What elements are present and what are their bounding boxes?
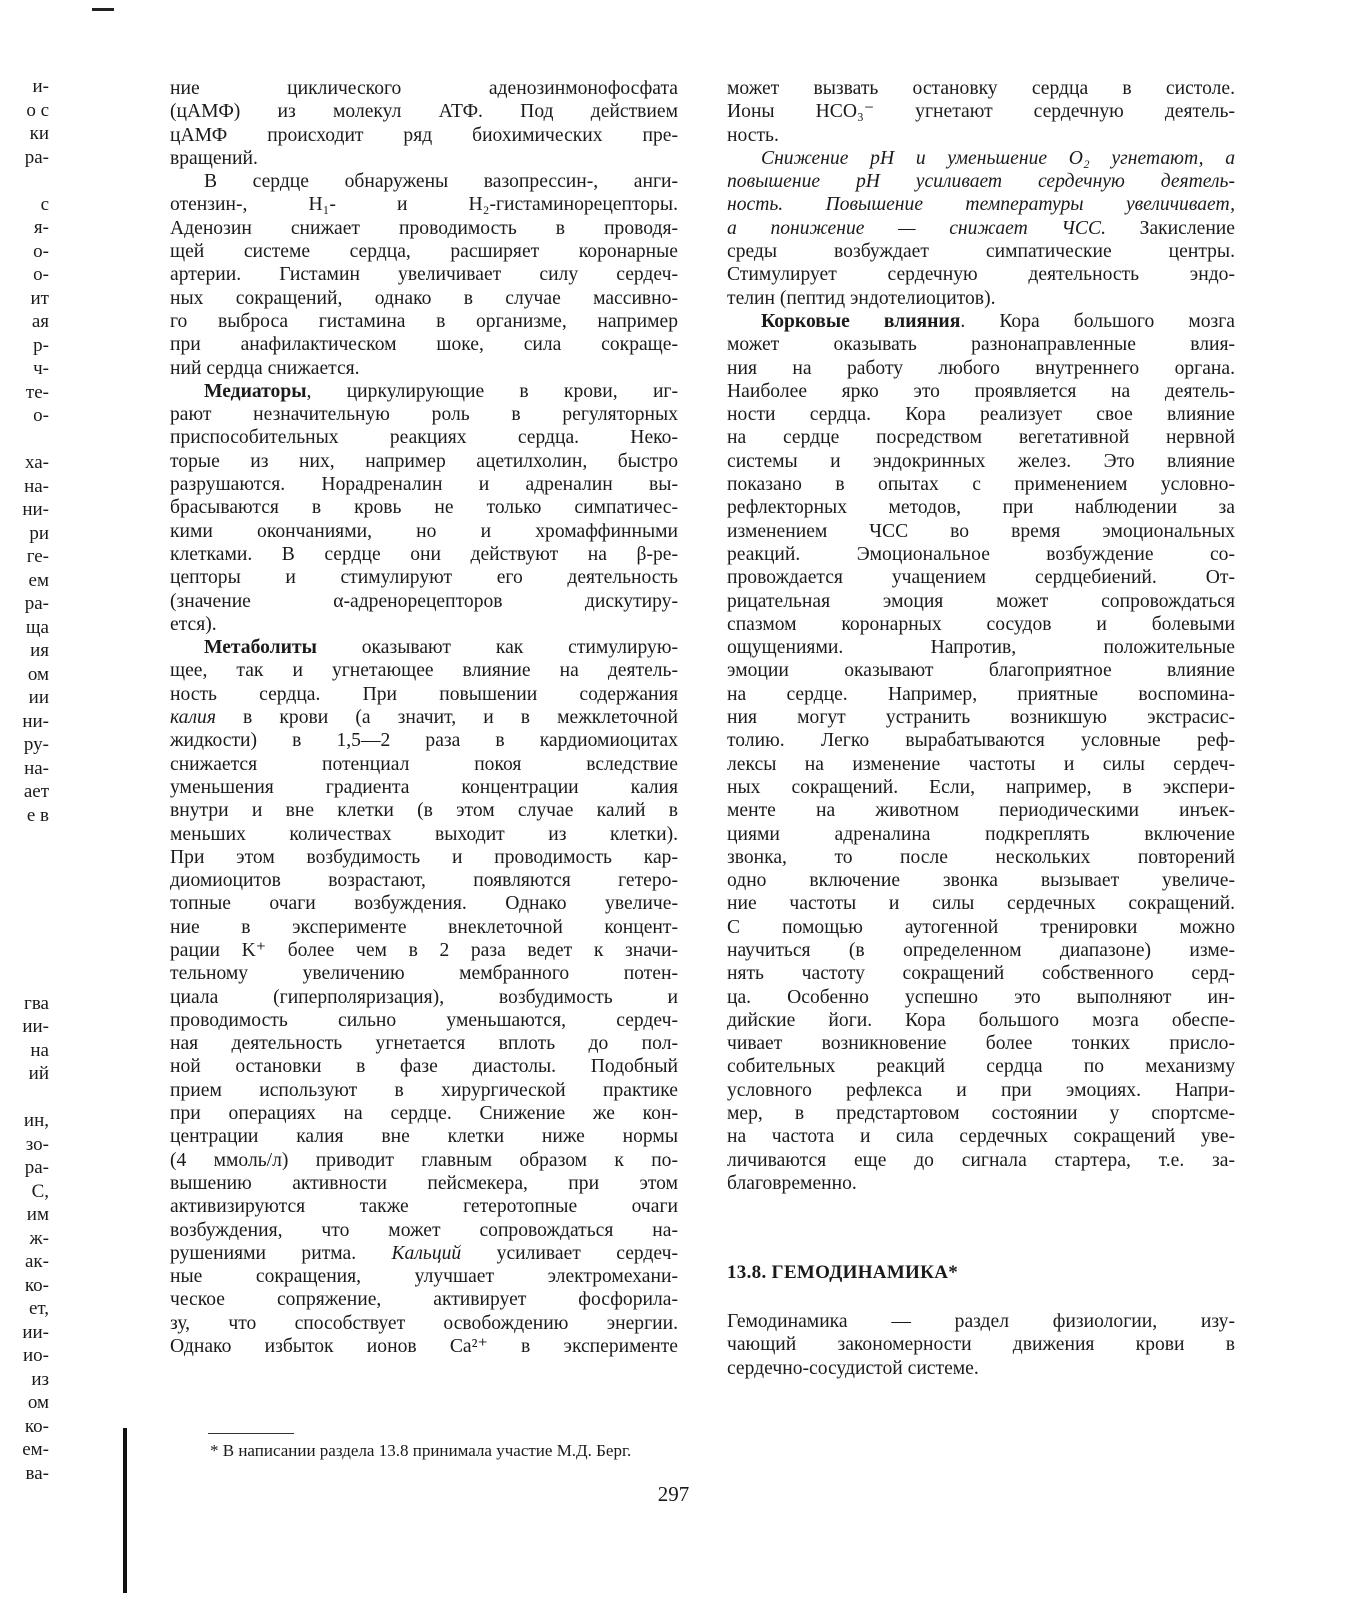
text-line: условного рефлекса и при эмоциях. Напри- xyxy=(727,1079,1235,1101)
margin-fragment: зо- xyxy=(25,1133,49,1155)
text-line: ощущениями. Напротив, положительные xyxy=(727,637,1235,659)
text-line: Однако избыток ионов Ca²⁺ в эксперименте xyxy=(170,1336,678,1358)
text-line: Наиболее ярко это проявляется на деятель- xyxy=(727,380,1235,402)
text-line: ние в эксперименте внеклеточной концент- xyxy=(170,916,678,938)
margin-fragment: ко- xyxy=(24,1274,49,1296)
text-line: может вызвать остановку сердца в систоле. xyxy=(727,78,1235,99)
text-line: научиться (в определенном диапазоне) изме- xyxy=(727,939,1235,961)
text-line: телин (пептид эндотелиоцитов). xyxy=(727,287,996,309)
text-line: ний сердца снижается. xyxy=(170,357,360,379)
section-heading: 13.8. ГЕМОДИНАМИКА* xyxy=(727,1262,959,1283)
margin-fragment: гва xyxy=(24,992,49,1014)
text-line: брасываются в кровь не только симпатичес- xyxy=(170,497,678,519)
margin-fragment: ра- xyxy=(24,1157,49,1178)
margin-fragment: ра- xyxy=(24,593,49,614)
margin-fragment: те- xyxy=(25,381,49,403)
previous-page-margin xyxy=(0,75,55,1485)
margin-fragment: ая xyxy=(31,311,49,332)
text-line: вышению активности пейсмекера, при этом xyxy=(170,1172,678,1194)
text-line: Метаболиты оказывают как стимулирую- xyxy=(204,637,678,659)
text-line: Снижение pH и уменьшение O₂ угнетают, а xyxy=(761,147,1235,169)
text-line: ных сокращений. Если, например, в экспери- xyxy=(727,776,1235,798)
margin-fragment: ак- xyxy=(25,1251,49,1272)
margin-fragment: с xyxy=(40,193,49,215)
hemodynamics-paragraph xyxy=(727,1310,1235,1380)
margin-fragment: ни- xyxy=(22,710,49,732)
text-line: Аденозин снижает проводимость в проводя- xyxy=(170,217,678,239)
text-line: нять частоту сокращений собственного серд- xyxy=(727,963,1235,985)
margin-fragment: им xyxy=(26,1204,49,1225)
text-line: жидкости) в 1,5—2 раза в кардиомиоцитах xyxy=(170,730,678,752)
margin-fragment: о- xyxy=(33,405,49,426)
text-line: на сердце посредством вегетативной нервной xyxy=(727,427,1235,449)
margin-fragment xyxy=(0,827,55,851)
text-line: щее, так и угнетающее влияние на деятель- xyxy=(170,660,678,682)
text-line: рают незначительную роль в регуляторных xyxy=(170,404,678,426)
text-line: ность. Повышение температуры увеличивает, xyxy=(727,194,1235,216)
text-line: на сердце. Например, приятные воспомина- xyxy=(727,683,1235,705)
text-line: толию. Легко вырабатываются условные реф- xyxy=(727,730,1235,752)
text-line: эмоции оказывают благоприятное влияние xyxy=(727,660,1235,682)
text-line: рицательная эмоция может сопровождаться xyxy=(727,590,1235,612)
text-column-right xyxy=(727,77,1235,1195)
text-line: чающий закономерности движения крови в xyxy=(727,1334,1235,1356)
text-line: вращений. xyxy=(170,147,258,169)
margin-fragment: и- xyxy=(32,76,49,97)
margin-fragment: ко- xyxy=(24,1415,49,1437)
text-line: ние циклического аденозинмонофосфата xyxy=(170,78,678,99)
text-line: может оказывать разнонаправленные влия- xyxy=(727,334,1235,356)
text-line: внутри и вне клетки (в этом случае калий в xyxy=(170,800,678,822)
text-line: благовременно. xyxy=(727,1172,857,1194)
text-line: при анафилактическом шоке, сила сокраще- xyxy=(170,334,678,356)
text-line: повышение pH усиливает сердечную деятель- xyxy=(727,171,1235,193)
margin-fragment: ру- xyxy=(23,734,49,755)
margin-fragment: ет, xyxy=(28,1298,49,1319)
text-line: сердечно-сосудистой системе. xyxy=(727,1357,979,1379)
text-line: (цАМФ) из молекул АТФ. Под действием xyxy=(170,101,678,123)
text-line: В сердце обнаружены вазопрессин-, анги- xyxy=(204,171,678,193)
text-line: торые из них, например ацетилхолин, быстро xyxy=(170,450,678,472)
margin-fragment: ем xyxy=(28,569,49,591)
text-line: тельному увеличению мембранного потен- xyxy=(170,963,678,985)
margin-fragment xyxy=(0,169,55,193)
text-line: калия в крови (а значит, и в межклеточной xyxy=(170,707,678,729)
text-line: Гемодинамика — раздел физиологии, изу- xyxy=(727,1311,1235,1332)
margin-fragment: о- xyxy=(33,264,49,285)
text-line: Стимулирует сердечную деятельность эндо- xyxy=(727,264,1235,286)
text-line: (значение α-адренорецепторов дискутиру- xyxy=(170,590,678,612)
text-line: ность сердца. При повышении содержания xyxy=(170,683,678,705)
text-line: С помощью аутогенной тренировки можно xyxy=(727,916,1235,938)
text-line: разрушаются. Норадреналин и адреналин вы- xyxy=(170,474,678,496)
margin-fragment: е в xyxy=(26,804,49,826)
text-line: При этом возбудимость и проводимость кар- xyxy=(170,846,678,868)
text-line: центрации калия вне клетки ниже нормы xyxy=(170,1126,678,1148)
page-number: 297 xyxy=(657,1482,690,1506)
text-line: проводимость сильно уменьшаются, сердеч- xyxy=(170,1009,678,1031)
text-line: личиваются еще до сигнала стартера, т.е. за- xyxy=(727,1149,1235,1171)
footnote: * В написании раздела 13.8 принимала участие М.Д. Берг. xyxy=(210,1441,632,1460)
text-line: системы и эндокринных желез. Это влияние xyxy=(727,450,1235,472)
margin-fragment xyxy=(0,1086,55,1110)
text-line: лексы на изменение частоты и силы сердеч- xyxy=(727,753,1235,775)
text-line: мер, в предстартовом состоянии у спортсме- xyxy=(727,1103,1235,1125)
text-line: меньших количествах выходит из клетки). xyxy=(170,823,678,845)
margin-fragment: ч- xyxy=(33,358,49,379)
margin-fragment: ио- xyxy=(23,1345,49,1366)
margin-fragment: ии xyxy=(28,687,49,708)
margin-fragment xyxy=(0,851,55,875)
text-line: циала (гиперполяризация), возбудимость и xyxy=(170,986,678,1008)
margin-fragment: ин, xyxy=(23,1110,49,1131)
margin-fragment: ем- xyxy=(22,1439,49,1460)
margin-fragment: из xyxy=(31,1368,49,1390)
text-line: ние частоты и силы сердечных сокращений. xyxy=(727,893,1235,915)
text-column-left xyxy=(170,77,678,1358)
margin-fragment: ии- xyxy=(22,1321,49,1343)
text-line: клетками. В сердце они действуют на β-ре- xyxy=(170,543,678,565)
text-line: зу, что способствует освобождению энергии. xyxy=(170,1312,678,1334)
margin-fragment: ха- xyxy=(24,452,49,473)
text-line: Корковые влияния. Кора большого мозга xyxy=(761,310,1235,332)
text-line: ности сердца. Кора реализует свое влияние xyxy=(727,404,1235,426)
text-line: при операциях на сердце. Снижение же кон- xyxy=(170,1103,678,1125)
margin-fragment: ща xyxy=(25,616,49,638)
margin-fragment: ом xyxy=(27,1392,49,1413)
text-line: отензин-, H₁- и H₂-гистаминорецепторы. xyxy=(170,194,678,216)
margin-fragment: р- xyxy=(33,334,49,356)
text-line: одно включение звонка вызывает увеличе- xyxy=(727,870,1235,892)
text-line: топные очаги возбуждения. Однако увеличе- xyxy=(170,893,678,915)
text-line: чивает возникновение более тонких присло- xyxy=(727,1033,1235,1055)
page-edge xyxy=(123,1428,127,1593)
margin-fragment xyxy=(0,428,55,452)
margin-fragment: ий xyxy=(28,1063,49,1084)
text-line: ния на работу любого внутреннего органа. xyxy=(727,357,1235,379)
text-line: артерии. Гистамин увеличивает силу сердеч- xyxy=(170,264,678,286)
text-line: приспособительных реакциях сердца. Неко- xyxy=(170,427,678,449)
margin-fragment: ни- xyxy=(22,499,49,520)
margin-fragment: ом xyxy=(27,663,49,685)
text-line: менте на животном периодическими инъек- xyxy=(727,800,1235,822)
margin-fragment xyxy=(0,945,55,969)
text-line: собительных реакций сердца по механизму xyxy=(727,1056,1235,1078)
text-line: реакций. Эмоциональное возбуждение со- xyxy=(727,543,1235,565)
text-line: возбуждения, что может сопровождаться на- xyxy=(170,1219,678,1241)
margin-fragment: ии- xyxy=(22,1016,49,1037)
text-line: ческое сопряжение, активирует фосфорила- xyxy=(170,1289,678,1311)
margin-fragment: ге- xyxy=(26,546,49,567)
margin-fragment xyxy=(0,898,55,922)
text-line: кими окончаниями, но и хромаффинными xyxy=(170,520,678,542)
text-line: цепторы и стимулируют его деятельность xyxy=(170,567,678,589)
text-line: щей системе сердца, расширяет коронарные xyxy=(170,241,678,263)
margin-fragment xyxy=(0,968,55,992)
text-line: циями адреналина подкреплять включение xyxy=(727,823,1235,845)
text-line: среды возбуждает симпатические центры. xyxy=(727,241,1235,263)
margin-fragment xyxy=(0,874,55,898)
text-line: го выброса гистамина в организме, например xyxy=(170,310,678,332)
text-line: а понижение — снижает ЧСС. Закисление xyxy=(727,217,1235,239)
text-line: прием используют в хирургической практике xyxy=(170,1079,678,1101)
margin-fragment: на xyxy=(30,1039,49,1061)
text-line: ца. Особенно успешно это выполняют ин- xyxy=(727,986,1235,1008)
text-line: дийские йоги. Кора большого мозга обеспе- xyxy=(727,1009,1235,1031)
margin-fragment: ия xyxy=(30,640,49,661)
text-line: цАМФ происходит ряд биохимических пре- xyxy=(170,124,678,146)
margin-fragment: на- xyxy=(24,757,49,779)
text-line: ется). xyxy=(170,613,217,635)
text-line: спазмом коронарных сосудов и болевыми xyxy=(727,613,1235,635)
text-line: снижается потенциал покоя вследствие xyxy=(170,753,678,775)
scan-mark xyxy=(92,8,114,11)
text-line: активизируются также гетеротопные очаги xyxy=(170,1196,678,1218)
text-line: звонка, то после нескольких повторений xyxy=(727,846,1235,868)
text-line: рефлекторных методов, при наблюдении за xyxy=(727,497,1235,519)
text-line: (4 ммоль/л) приводит главным образом к по- xyxy=(170,1149,678,1171)
margin-fragment: ри xyxy=(29,522,49,544)
text-line: уменьшения градиента концентрации калия xyxy=(170,776,678,798)
margin-fragment: ает xyxy=(23,781,49,802)
margin-fragment: о с xyxy=(26,99,49,121)
text-line: Медиаторы, циркулирующие в крови, иг- xyxy=(204,380,678,402)
text-line: рушениями ритма. Кальций усиливает сердеч- xyxy=(170,1242,678,1264)
text-line: показано в опытах с применением условно- xyxy=(727,474,1235,496)
text-line: ния могут устранить возникшую экстрасис- xyxy=(727,707,1235,729)
margin-fragment: ва- xyxy=(25,1462,49,1484)
text-line: ная деятельность угнетается вплоть до пол- xyxy=(170,1033,678,1055)
margin-fragment: ки xyxy=(29,123,49,144)
text-line: ность. xyxy=(727,124,779,146)
text-line: провождается учащением сердцебиений. От- xyxy=(727,567,1235,589)
margin-fragment: на- xyxy=(24,475,49,497)
margin-fragment: ит xyxy=(30,287,49,309)
text-line: ной остановки в фазе диастолы. Подобный xyxy=(170,1056,678,1078)
margin-fragment: я- xyxy=(33,217,49,238)
margin-fragment: С, xyxy=(31,1180,49,1202)
footnote-rule xyxy=(208,1433,294,1434)
text-line: рации K⁺ более чем в 2 раза ведет к значи- xyxy=(170,939,678,961)
text-line: ные сокращения, улучшает электромехани- xyxy=(170,1266,678,1288)
text-line: диомиоцитов возрастают, появляются гетеро- xyxy=(170,870,678,892)
margin-fragment: о- xyxy=(33,240,49,262)
text-line: ных сокращений, однако в случае массивно- xyxy=(170,287,678,309)
text-line: Ионы HCO₃⁻ угнетают сердечную деятель- xyxy=(727,101,1235,123)
margin-fragment: ра- xyxy=(24,146,49,168)
text-line: на частота и сила сердечных сокращений уве- xyxy=(727,1126,1235,1148)
margin-fragment xyxy=(0,921,55,945)
text-line: изменением ЧСС во время эмоциональных xyxy=(727,520,1235,542)
margin-fragment: ж- xyxy=(29,1227,49,1249)
